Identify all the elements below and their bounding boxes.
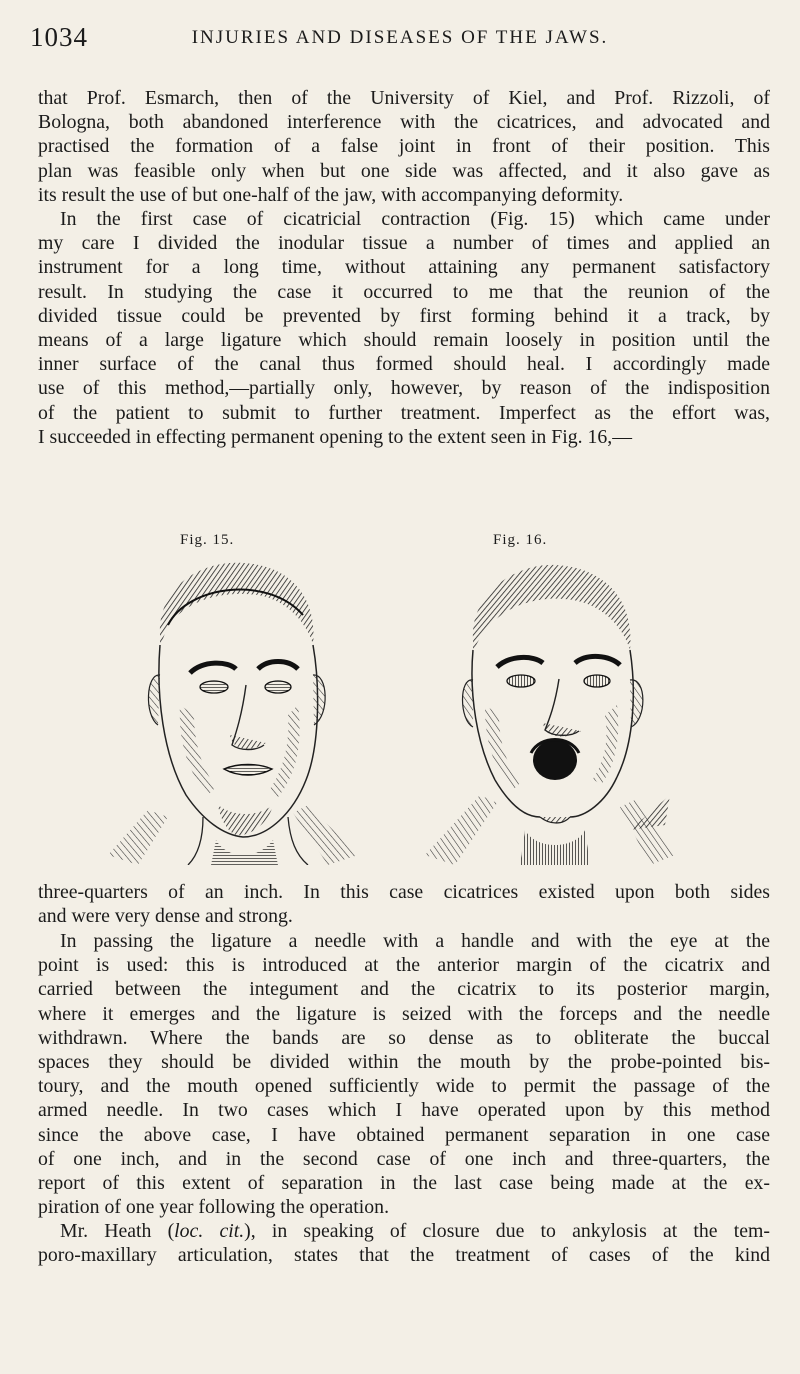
- text-line: spaces they should be divided within the mouth by the probe-pointed bis-: [38, 1051, 770, 1074]
- citation-italic: loc. cit.: [174, 1220, 245, 1242]
- text-line: of one inch, and in the second case of one inch and three-quarters, the: [38, 1147, 770, 1170]
- text-line: inner surface of the canal thus formed should heal. I accordingly made: [38, 353, 770, 376]
- text-line: practised the formation of a false joint in front of their position. This: [38, 135, 770, 158]
- text-line: where it emerges and the ligature is seized with the forceps and the needle: [38, 1002, 770, 1025]
- paragraph-1: [38, 86, 770, 207]
- page-header: [30, 22, 770, 54]
- text-line: Bologna, both abandoned interference with the cicatrices, and advocated and: [38, 111, 770, 134]
- paragraph-3: [38, 880, 770, 928]
- text-fragment: ), in speaking of closure due to ankylosis at the tem-: [244, 1220, 770, 1242]
- fig-16-illustration: [425, 555, 675, 865]
- text-line: In the first case of cicatricial contraction (Fig. 15) which came under: [60, 208, 770, 230]
- text-line: I succeeded in effecting permanent opening to the extent seen in Fig. 16,—: [38, 425, 632, 448]
- text-line: instrument for a long time, without attaining any permanent satisfactory: [38, 256, 770, 279]
- running-title: INJURIES AND DISEASES OF THE JAWS.: [191, 27, 609, 48]
- text-line: point is used: this is introduced at the anterior margin of the cicatrix and: [38, 954, 770, 977]
- text-line: toury, and the mouth opened sufficiently wide to permit the passage of the: [38, 1075, 770, 1098]
- text-line: and were very dense and strong.: [38, 905, 293, 928]
- text-line: plan was feasible only when but one side was affected, and it also gave as: [38, 159, 770, 182]
- text-fragment: Mr. Heath (: [60, 1220, 175, 1242]
- fig-15-illustration: [108, 555, 358, 865]
- text-line: [38, 1219, 770, 1243]
- text-line: use of this method,—partially only, however, by reason of the indisposition: [38, 377, 770, 400]
- text-line: piration of one year following the operation.: [38, 1196, 390, 1219]
- text-line: means of a large ligature which should remain loosely in position until the: [38, 329, 770, 352]
- fig-15-label: Fig. 15.: [180, 532, 235, 548]
- paragraph-5: [38, 1219, 770, 1267]
- text-line: armed needle. In two cases which I have operated upon by this method: [38, 1099, 770, 1122]
- paragraph-4: [38, 929, 770, 1219]
- text-line: result. In studying the case it occurred to me that the reunion of the: [38, 280, 770, 303]
- text-line: report of this extent of separation in the last case being made at the ex-: [38, 1172, 770, 1195]
- text-line: that Prof. Esmarch, then of the University of Kiel, and Prof. Rizzoli, of: [38, 87, 770, 109]
- text-line: divided tissue could be prevented by first forming behind it a track, by: [38, 304, 770, 327]
- paragraph-2: [38, 207, 770, 449]
- page-number: 1034: [30, 22, 88, 52]
- text-line: since the above case, I have obtained permanent separation in one case: [38, 1123, 770, 1146]
- text-line: of the patient to submit to further treatment. Imperfect as the effort was,: [38, 401, 770, 424]
- text-line: poro-maxillary articulation, states that the treatment of cases of the kind: [38, 1244, 770, 1267]
- text-line: its result the use of but one-half of the jaw, with accompanying deformity.: [38, 183, 624, 206]
- face-closed-mouth-engraving: [108, 555, 358, 865]
- text-line: my care I divided the inodular tissue a number of times and applied an: [38, 232, 770, 255]
- text-line: In passing the ligature a needle with a handle and with the eye at the: [60, 930, 770, 952]
- text-line: carried between the integument and the cicatrix to its posterior margin,: [38, 978, 770, 1001]
- text-line: three-quarters of an inch. In this case cicatrices existed upon both sides: [38, 881, 770, 903]
- face-open-mouth-engraving: [425, 555, 675, 865]
- text-line: withdrawn. Where the bands are so dense as to obliterate the buccal: [38, 1026, 770, 1049]
- fig-16-label: Fig. 16.: [493, 532, 548, 548]
